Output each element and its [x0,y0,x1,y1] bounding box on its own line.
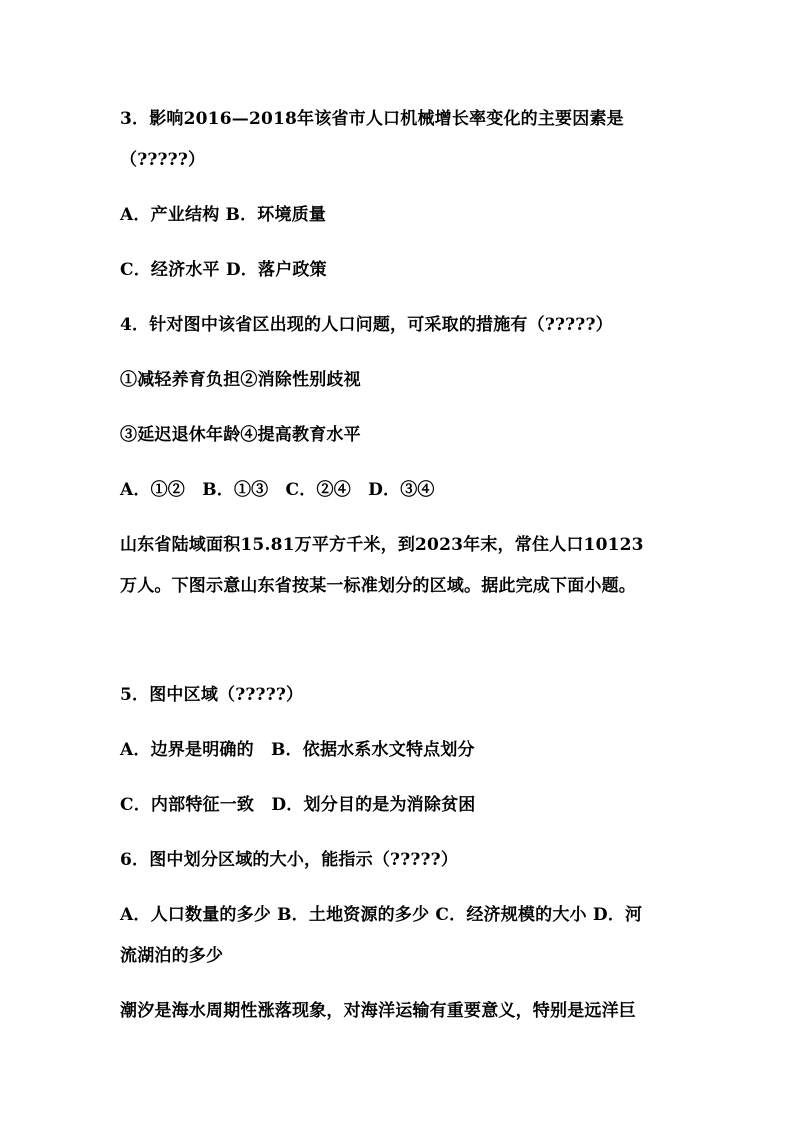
question-6-options-line-2: 流湖泊的多少 [120,946,224,966]
passage-line-1: 山东省陆域面积15.81万平方千米，到2023年末，常住人口10123 [120,535,644,555]
question-4-items-12: ①减轻养育负担②消除性别歧视 [120,370,361,390]
question-3-options-ab: A．产业结构 B．环境质量 [120,205,327,225]
tide-passage-line: 潮汐是海水周期性涨落现象，对海洋运输有重要意义，特别是远洋巨 [120,1001,636,1021]
question-5-options-cd: C．内部特征一致 D．划分目的是为消除贫困 [120,795,476,815]
question-5-stem: 5．图中区域（?????） [120,685,304,705]
question-4-options: A．①② B．①③ C．②④ D．③④ [120,480,435,500]
question-4-items-34: ③延迟退休年龄④提高教育水平 [120,425,361,445]
passage-line-2: 万人。下图示意山东省按某一标准划分的区域。据此完成下面小题。 [120,576,636,596]
question-6-options-line-1: A．人口数量的多少 B．土地资源的多少 C．经济规模的大小 D．河 [120,905,643,925]
question-3-blank: （?????） [120,150,206,170]
question-6-stem: 6．图中划分区域的大小，能指示（?????） [120,850,459,870]
question-4-stem: 4．针对图中该省区出现的人口问题，可采取的措施有（?????） [120,315,613,335]
question-3-options-cd: C．经济水平 D．落户政策 [120,260,327,280]
question-3-stem: 3．影响2016—2018年该省市人口机械增长率变化的主要因素是 [120,109,624,129]
question-5-options-ab: A．边界是明确的 B．依据水系水文特点划分 [120,740,475,760]
